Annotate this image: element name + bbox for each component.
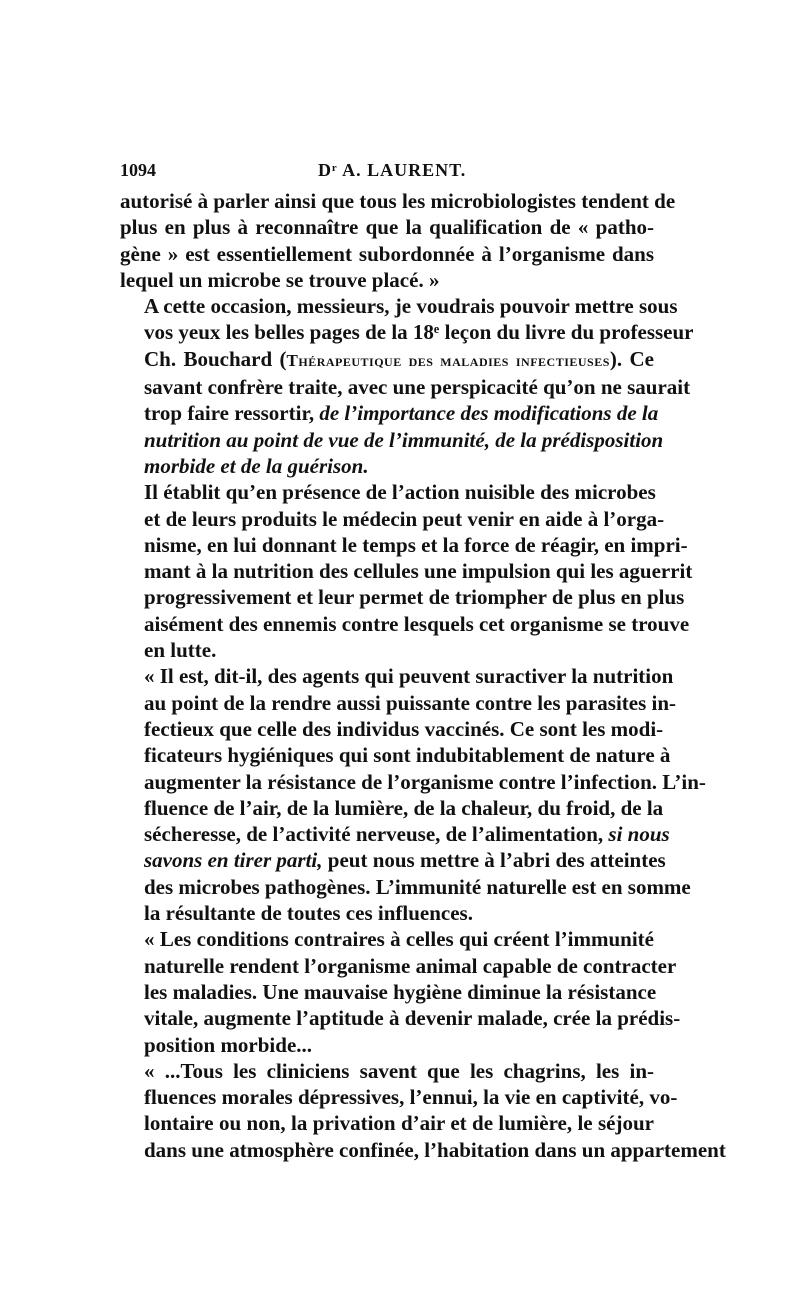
text-line: ficateurs hygiéniques qui sont indubitablement de nature à: [144, 743, 671, 768]
text-line: augmenter la résistance de l’organisme contre l’infection. L’in-: [144, 769, 706, 794]
text-line: [120, 346, 654, 374]
page-number: 1094: [120, 160, 156, 180]
text-line: au point de la rendre aussi puissante contre les parasites in-: [144, 690, 677, 715]
text-line: fluences morales dépressives, l’ennui, la vie en captivité, vo-: [144, 1085, 678, 1110]
text-run: Ch. Bouchard (: [144, 346, 287, 371]
text-line: dans une atmosphère confinée, l’habitation dans un appartement: [144, 1137, 726, 1162]
paragraph: [120, 926, 681, 1057]
italic-run: de l’importance des modifications de la: [319, 401, 659, 426]
text-line: nisme, en lui donnant le temps et la force de réagir, en impri-: [144, 532, 688, 557]
text-line: fectieux que celle des individus vaccinés. Ce sont les modi-: [144, 716, 664, 741]
text-line: fluence de l’air, de la lumière, de la chaleur, du froid, de la: [144, 795, 664, 820]
paragraph: [120, 479, 693, 663]
small-caps-title: Thérapeutique des maladies infectieuses: [286, 350, 610, 370]
text-line: et de leurs produits le médecin peut venir en aide à l’orga-: [144, 506, 665, 531]
running-head-author: Dʳ A. LAURENT.: [318, 160, 467, 180]
text-line: [120, 427, 664, 453]
text-line: des microbes pathogènes. L’immunité naturelle est en somme: [144, 874, 691, 899]
text-line: [120, 400, 659, 426]
body-text: [120, 188, 726, 1163]
text-line: lequel un microbe se trouve placé. »: [120, 267, 440, 292]
text-line: Il établit qu’en présence de l’action nuisible des microbes: [144, 480, 656, 505]
text-line: autorisé à parler ainsi que tous les microbiologistes tendent de: [120, 189, 676, 213]
text-line: gène » est essentiellement subordonnée à l’organisme dans: [120, 241, 654, 266]
text-line: progressivement et leur permet de triompher de plus en plus: [144, 585, 685, 610]
text-line: plus en plus à reconnaître que la qualification de « patho-: [120, 215, 654, 240]
text-run: sécheresse, de l’activité nerveuse, de l’alimentation,: [144, 822, 609, 847]
text-line: [120, 821, 670, 847]
text-line: « Les conditions contraires à celles qui créent l’immunité: [144, 927, 654, 952]
text-line: A cette occasion, messieurs, je voudrais pouvoir mettre sous: [144, 294, 678, 319]
text-line: aisément des ennemis contre lesquels cet organisme se trouve: [144, 611, 690, 636]
paragraph: [120, 1058, 726, 1163]
text-line: position morbide...: [144, 1032, 313, 1057]
text-line: vos yeux les belles pages de la 18ᵉ leçon du livre du professeur: [144, 320, 694, 345]
italic-run: nutrition au point de vue de l’immunité, de la prédisposition: [144, 427, 664, 452]
paragraph: [120, 663, 706, 926]
italic-run: si nous: [608, 822, 670, 847]
paragraph: [120, 188, 676, 293]
text-line: en lutte.: [144, 638, 217, 663]
text-line: « ...Tous les cliniciens savent que les chagrins, les in-: [144, 1058, 654, 1083]
text-run: trop faire ressortir,: [144, 401, 320, 426]
text-line: « Il est, dit-il, des agents qui peuvent suractiver la nutrition: [144, 664, 674, 689]
text-line: [120, 847, 666, 873]
text-line: les maladies. Une mauvaise hygiène diminue la résistance: [144, 979, 657, 1004]
italic-run: savons en tirer parti,: [144, 848, 323, 873]
italic-run: morbide et de la guérison.: [144, 453, 369, 478]
text-run: peut nous mettre à l’abri des atteintes: [322, 848, 666, 873]
text-line: lontaire ou non, la privation d’air et de lumière, le séjour: [144, 1111, 654, 1136]
text-line: vitale, augmente l’aptitude à devenir malade, crée la prédis-: [144, 1006, 681, 1031]
text-line: [120, 453, 654, 479]
text-line: naturelle rendent l’organisme animal capable de contracter: [144, 953, 677, 978]
text-line: mant à la nutrition des cellules une impulsion qui les aguerrit: [144, 559, 693, 584]
text-line: savant confrère traite, avec une perspicacité qu’on ne saurait: [144, 375, 691, 400]
text-run: ). Ce: [609, 346, 654, 371]
running-head: [120, 160, 680, 186]
paragraph: [120, 293, 694, 479]
text-line: la résultante de toutes ces influences.: [144, 901, 473, 926]
